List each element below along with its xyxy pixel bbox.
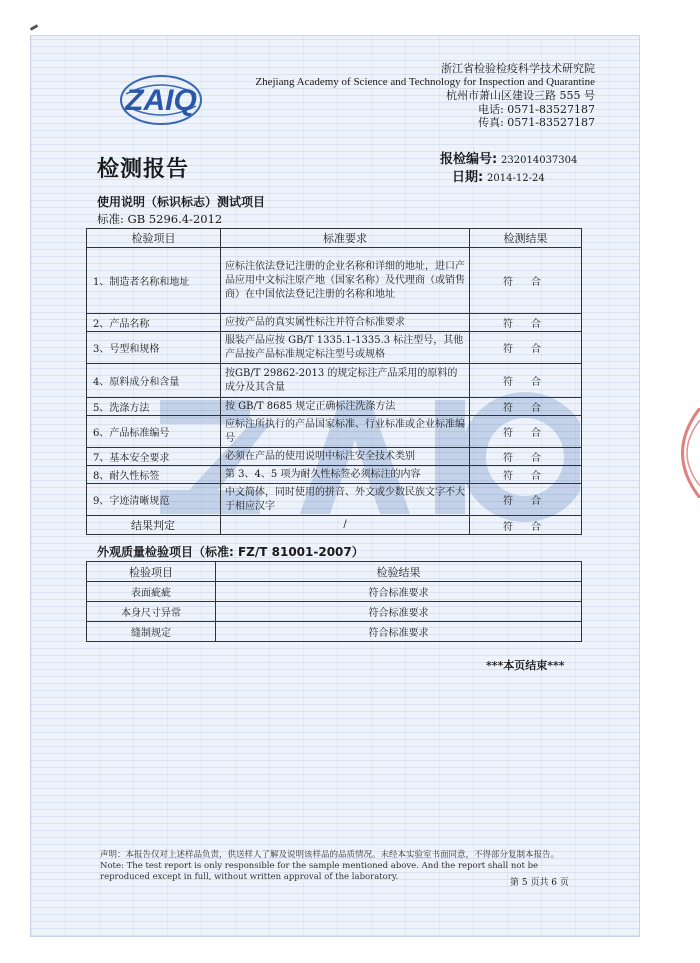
table-header-row: [87, 229, 582, 248]
org-address: 杭州市萧山区建设三路 555 号: [446, 89, 595, 102]
table-row: [87, 466, 582, 484]
row-item: 1、制造者名称和地址: [87, 248, 221, 314]
table-row: [87, 484, 582, 516]
table-row: [87, 332, 582, 364]
header-result: 检验结果: [216, 562, 582, 582]
section1-standard: 标准: GB 5296.4-2012: [97, 212, 223, 226]
footer-note-cn: 声明：本报告仅对上述样品负责，供送样人了解及说明该样品的品质情况。未经本实验室书面同意，不得部分复制本报告。: [100, 850, 560, 860]
row-item: 5、洗涤方法: [87, 398, 221, 416]
page-counter: 第 5 页共 6 页: [510, 878, 569, 888]
row-requirement: 应按产品的真实属性标注并符合标准要求: [221, 314, 470, 332]
page-end-marker: ***本页结束***: [486, 659, 565, 672]
row-result: 符合: [470, 398, 582, 416]
scan-mark: [30, 24, 38, 31]
section2-title: 外观质量检验项目（标准: FZ/T 81001-2007）: [97, 545, 364, 559]
header-item: 检验项目: [87, 229, 221, 248]
report-meta: [440, 151, 577, 187]
header-item: 检验项目: [87, 562, 216, 582]
row-requirement: 应标注依法登记注册的企业名称和详细的地址，进口产品应用中文标注原产地（国家名称）及代理商（或销售商）在中国依法登记注册的名称和地址: [221, 248, 470, 314]
report-number-value: 232014037304: [501, 155, 578, 166]
row-item: 7、基本安全要求: [87, 448, 221, 466]
row-requirement: 应标注所执行的产品国家标准、行业标准或企业标准编号: [221, 416, 470, 448]
report-date-label: 日期:: [452, 170, 484, 185]
table-row: [87, 602, 582, 622]
table-row: [87, 248, 582, 314]
row-result: 符合标准要求: [216, 582, 582, 602]
row-item: 2、产品名称: [87, 314, 221, 332]
row-item: 本身尺寸异常: [87, 602, 216, 622]
org-name-cn: 浙江省检验检疫科学技术研究院: [441, 62, 595, 75]
table-row: [87, 622, 582, 642]
header-requirement: 标准要求: [221, 229, 470, 248]
label-test-table: [86, 228, 582, 535]
row-result: 符合标准要求: [216, 622, 582, 642]
row-result: 符合: [470, 466, 582, 484]
conclusion-result: 符合: [470, 516, 582, 535]
report-date-value: 2014-12-24: [487, 173, 545, 184]
page-title: 检测报告: [97, 157, 190, 182]
row-result: 符合: [470, 364, 582, 398]
table-row: [87, 582, 582, 602]
row-item: 9、字迹清晰规范: [87, 484, 221, 516]
row-item: 4、原料成分和含量: [87, 364, 221, 398]
table-header-row: [87, 562, 582, 582]
header-result: 检测结果: [470, 229, 582, 248]
row-item: 缝制规定: [87, 622, 216, 642]
row-item: 8、耐久性标签: [87, 466, 221, 484]
row-result: 符合: [470, 416, 582, 448]
row-item: 表面疵疵: [87, 582, 216, 602]
row-result: 符合标准要求: [216, 602, 582, 622]
table-row: [87, 364, 582, 398]
table-row: [87, 314, 582, 332]
org-info: [255, 62, 595, 130]
row-item: 3、号型和规格: [87, 332, 221, 364]
footer-note: [100, 850, 570, 883]
row-result: 符合: [470, 314, 582, 332]
zaiq-logo-icon: [96, 72, 226, 128]
row-requirement: 服装产品应按 GB/T 1335.1-1335.3 标注型号，其他产品按产品标准规定标注型号或规格: [221, 332, 470, 364]
table-row: [87, 448, 582, 466]
row-requirement: 按 GB/T 8685 规定正确标注洗涤方法: [221, 398, 470, 416]
org-name-en: Zhejiang Academy of Science and Technology for Inspection and Quarantine: [255, 75, 595, 88]
conclusion-row: [87, 516, 582, 535]
report-number-label: 报检编号:: [440, 152, 498, 167]
footer-note-en: Note: The test report is only responsible for the sample mentioned above. And the report shall not be reproduced except in full, without written approval of the laboratory.: [100, 861, 539, 882]
logo-text: ZAIQ: [125, 84, 197, 117]
red-seal-icon: [660, 408, 700, 498]
row-requirement: 按GB/T 29862-2013 的规定标注产品采用的原料的成分及其含量: [221, 364, 470, 398]
row-requirement: 必须在产品的使用说明中标注安全技术类别: [221, 448, 470, 466]
table-row: [87, 398, 582, 416]
row-result: 符合: [470, 248, 582, 314]
org-fax: 传真: 0571-83527187: [478, 116, 595, 129]
section1-title: 使用说明（标识标志）测试项目: [97, 195, 266, 209]
conclusion-mid: /: [221, 516, 470, 535]
table-row: [87, 416, 582, 448]
appearance-test-table: [86, 561, 582, 642]
row-requirement: 第 3、4、5 项为耐久性标签必须标注的内容: [221, 466, 470, 484]
row-requirement: 中文简体，同时使用的拼音、外文或少数民族文字不大于相应汉字: [221, 484, 470, 516]
row-result: 符合: [470, 332, 582, 364]
row-result: 符合: [470, 448, 582, 466]
row-result: 符合: [470, 484, 582, 516]
row-item: 6、产品标准编号: [87, 416, 221, 448]
conclusion-label: 结果判定: [87, 516, 221, 535]
org-phone: 电话: 0571-83527187: [478, 102, 595, 116]
